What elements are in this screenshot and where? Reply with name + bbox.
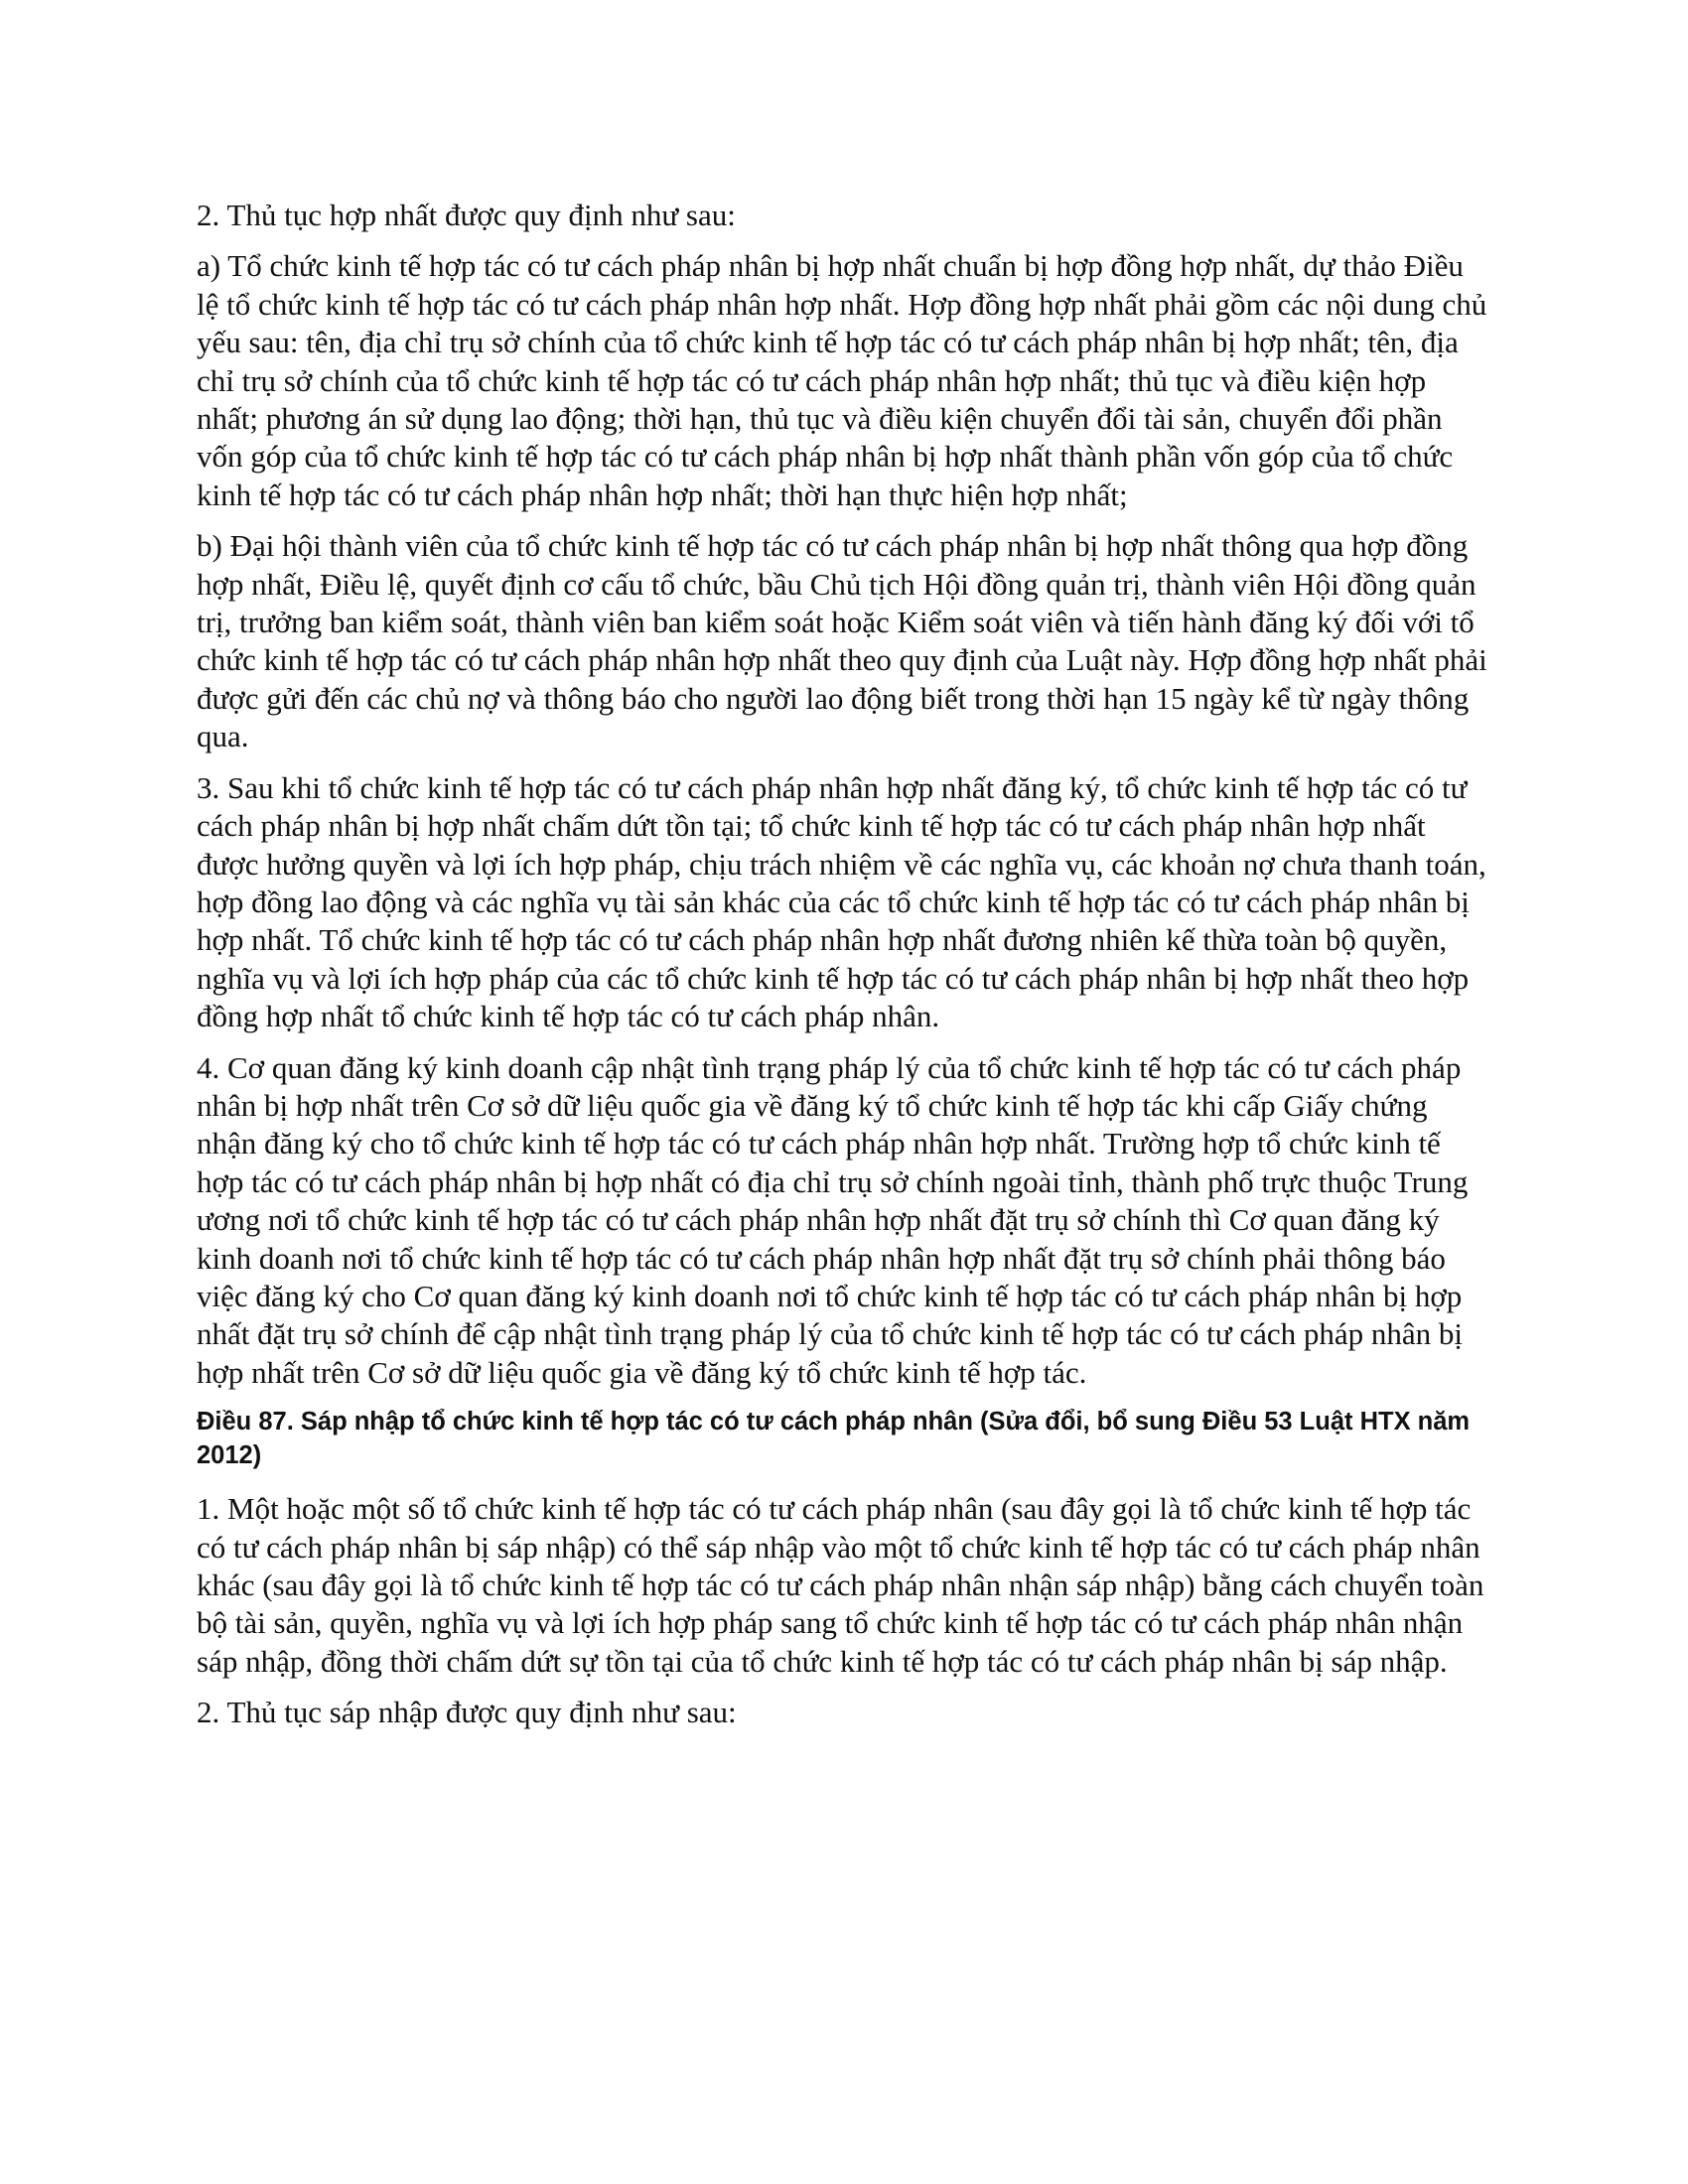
paragraph-a: a) Tổ chức kinh tế hợp tác có tư cách pháp nhân bị hợp nhất chuẩn bị hợp đồng hợp nhất, dự thảo Điều lệ tổ chức kinh tế hợp tác có tư cách pháp nhân hợp nhất. Hợp đồng hợp nhất phải gồm các nội dung chủ yếu sau: tên, địa chỉ trụ sở chính của tổ chức kinh tế hợp tác có tư cách pháp nhân bị hợp nhất; tên, địa chỉ trụ sở chính của tổ chức kinh tế hợp tác có tư cách pháp nhân hợp nhất; thủ tục và điều kiện hợp nhất; phương án sử dụng lao động; thời hạn, thủ tục và điều kiện chuyển đổi tài sản, chuyển đổi phần vốn góp của tổ chức kinh tế hợp tác có tư cách pháp nhân bị hợp nhất thành phần vốn góp của tổ chức kinh tế hợp tác có tư cách pháp nhân hợp nhất; thời hạn thực hiện hợp nhất;: [197, 248, 1487, 512]
article-87-paragraph-2: 2. Thủ tục sáp nhập được quy định như sau:: [197, 1695, 737, 1730]
document-page: [197, 197, 1487, 1745]
paragraph-b: b) Đại hội thành viên của tổ chức kinh tế hợp tác có tư cách pháp nhân bị hợp nhất thông qua hợp đồng hợp nhất, Điều lệ, quyết định cơ cấu tổ chức, bầu Chủ tịch Hội đồng quản trị, thành viên Hội đồng quản trị, trưởng ban kiểm soát, thành viên ban kiểm soát hoặc Kiểm soát viên và tiến hành đăng ký đối với tổ chức kinh tế hợp tác có tư cách pháp nhân hợp nhất theo quy định của Luật này. Hợp đồng hợp nhất phải được gửi đến các chủ nợ và thông báo cho người lao động biết trong thời hạn 15 ngày kể từ ngày thông qua.: [197, 528, 1487, 754]
paragraph-4: 4. Cơ quan đăng ký kinh doanh cập nhật tình trạng pháp lý của tổ chức kinh tế hợp tác có tư cách pháp nhân bị hợp nhất trên Cơ sở dữ liệu quốc gia về đăng ký tổ chức kinh tế hợp tác khi cấp Giấy chứng nhận đăng ký cho tổ chức kinh tế hợp tác có tư cách pháp nhân hợp nhất. Trường hợp tổ chức kinh tế hợp tác có tư cách pháp nhân bị hợp nhất có địa chỉ trụ sở chính ngoài tỉnh, thành phố trực thuộc Trung ương nơi tổ chức kinh tế hợp tác có tư cách pháp nhân hợp nhất đặt trụ sở chính thì Cơ quan đăng ký kinh doanh nơi tổ chức kinh tế hợp tác có tư cách pháp nhân hợp nhất đặt trụ sở chính phải thông báo việc đăng ký cho Cơ quan đăng ký kinh doanh nơi tổ chức kinh tế hợp tác có tư cách pháp nhân bị hợp nhất đặt trụ sở chính để cập nhật tình trạng pháp lý của tổ chức kinh tế hợp tác có tư cách pháp nhân bị hợp nhất trên Cơ sở dữ liệu quốc gia về đăng ký tổ chức kinh tế hợp tác.: [197, 1049, 1469, 1390]
paragraph-2-procedure: 2. Thủ tục hợp nhất được quy định như sau:: [197, 198, 736, 232]
article-87-heading: Điều 87. Sáp nhập tổ chức kinh tế hợp tác có tư cách pháp nhân (Sửa đổi, bổ sung Điều 53 Luật HTX năm 2012): [197, 1408, 1471, 1470]
paragraph-3: 3. Sau khi tổ chức kinh tế hợp tác có tư cách pháp nhân hợp nhất đăng ký, tổ chức kinh tế hợp tác có tư cách pháp nhân bị hợp nhất chấm dứt tồn tại; tổ chức kinh tế hợp tác có tư cách pháp nhân hợp nhất được hưởng quyền và lợi ích hợp pháp, chịu trách nhiệm về các nghĩa vụ, các khoản nợ chưa thanh toán, hợp đồng lao động và các nghĩa vụ tài sản khác của các tổ chức kinh tế hợp tác có tư cách pháp nhân bị hợp nhất. Tổ chức kinh tế hợp tác có tư cách pháp nhân hợp nhất đương nhiên kế thừa toàn bộ quyền, nghĩa vụ và lợi ích hợp pháp của các tổ chức kinh tế hợp tác có tư cách pháp nhân bị hợp nhất theo hợp đồng hợp nhất tổ chức kinh tế hợp tác có tư cách pháp nhân.: [197, 769, 1486, 1034]
article-87-paragraph-1: 1. Một hoặc một số tổ chức kinh tế hợp tác có tư cách pháp nhân (sau đây gọi là tổ chức kinh tế hợp tác có tư cách pháp nhân bị sáp nhập) có thể sáp nhập vào một tổ chức kinh tế hợp tác có tư cách pháp nhân khác (sau đây gọi là tổ chức kinh tế hợp tác có tư cách pháp nhân nhận sáp nhập) bằng cách chuyển toàn bộ tài sản, quyền, nghĩa vụ và lợi ích hợp pháp sang tổ chức kinh tế hợp tác có tư cách pháp nhân nhận sáp nhập, đồng thời chấm dứt sự tồn tại của tổ chức kinh tế hợp tác có tư cách pháp nhân bị sáp nhập.: [197, 1491, 1484, 1679]
